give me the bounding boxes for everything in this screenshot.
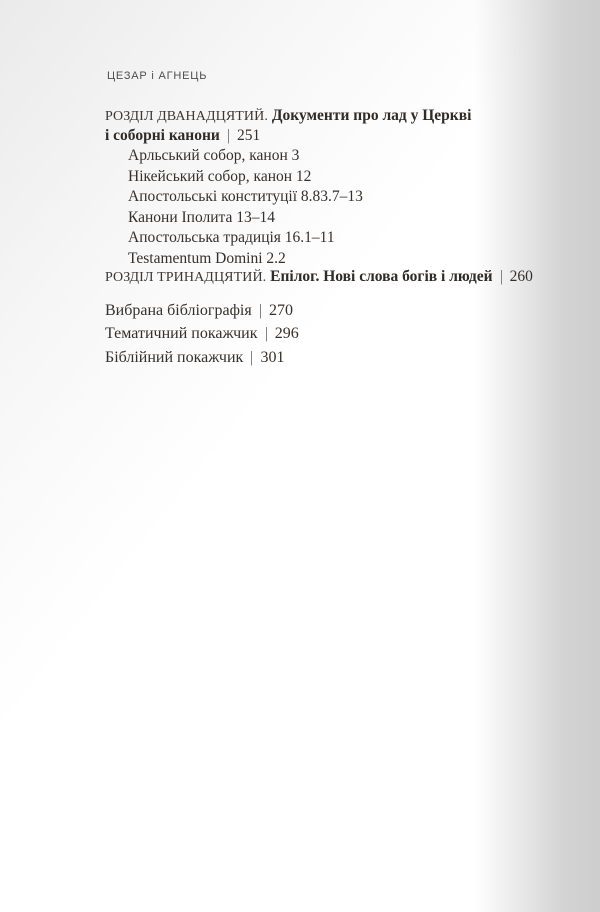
list-item: Нікейський собор, канон 12 (128, 167, 312, 185)
page-number-separator: | (250, 348, 254, 366)
back-matter-page-number: 270 (268, 302, 293, 319)
page-number-separator: | (259, 302, 262, 319)
chapter-12-subentry-list (128, 146, 363, 269)
back-matter-page-number: 301 (260, 348, 285, 366)
page-number-separator: | (264, 325, 268, 343)
back-matter-page-number: 296 (274, 325, 299, 343)
back-matter-row (105, 322, 299, 345)
chapter-13-title: Епілог. Нові слова богів і людей (270, 268, 493, 285)
chapter-12-title-line-1: Документи про лад у Церкві (271, 107, 472, 124)
list-item: Канони Іполита 13–14 (128, 208, 276, 226)
back-matter-row (105, 346, 299, 369)
back-matter-title: Вибрана бібліографія (105, 302, 252, 319)
chapter-12-title-line-2: і соборні канони (105, 127, 220, 144)
chapter-13-page-number: 260 (509, 268, 533, 285)
list-item: Арльський собор, канон 3 (128, 147, 300, 164)
list-item: Testamentum Domini 2.2 (128, 249, 286, 267)
toc-entry-chapter-13 (105, 267, 533, 287)
list-item: Апостольська традиція 16.1–11 (128, 229, 335, 246)
page-number-separator: | (499, 268, 503, 285)
toc-entry-chapter-12 (105, 106, 505, 145)
page-number-separator: | (227, 127, 230, 144)
chapter-12-label: РОЗДІЛ ДВАНАДЦЯТИЙ. (105, 109, 268, 124)
back-matter-title: Тематичний покажчик (105, 325, 258, 343)
chapter-13-label: РОЗДІЛ ТРИНАДЦЯТИЙ. (105, 270, 267, 285)
running-header: ЦЕЗАР і АГНЕЦЬ (107, 70, 208, 82)
list-item: Апостольські конституції 8.83.7–13 (128, 188, 363, 205)
chapter-12-page-number: 251 (236, 127, 261, 144)
back-matter-title: Біблійний покажчик (105, 348, 244, 366)
back-matter-entries (105, 299, 299, 369)
back-matter-row (105, 299, 299, 322)
